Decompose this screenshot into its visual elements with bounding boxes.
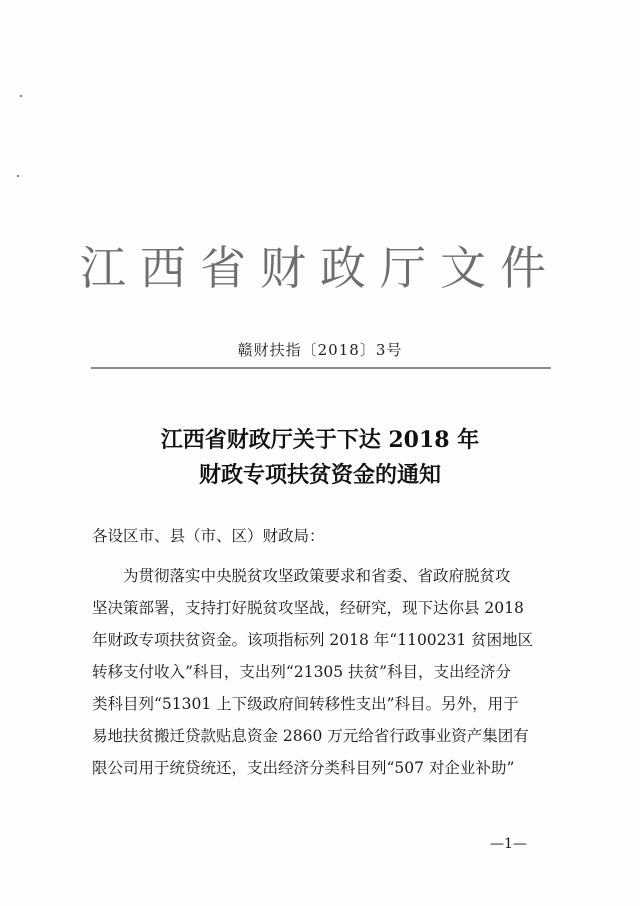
scan-speck (17, 175, 19, 177)
body-line: 类科目列“51301 上下级政府间转移性支出”科目。另外，用于 (92, 695, 519, 713)
scan-speck (20, 95, 22, 97)
body-line: 转移支付收入”科目，支出列“21305 扶贫”科目，支出经济分 (92, 663, 512, 681)
document-number: 赣财扶指〔2018〕3号 (237, 341, 403, 359)
body-line: 限公司用于统贷统还，支出经济分类科目列“507 对企业补助” (92, 759, 515, 777)
body-line: 坚决策部署，支持打好脱贫攻坚战，经研究，现下达你县 2018 (92, 599, 524, 617)
header-divider (91, 367, 551, 369)
notice-title-line-2: 财政专项扶贫资金的通知 (198, 462, 441, 488)
page-number: —1— (490, 836, 527, 852)
salutation: 各设区市、县（市、区）财政局： (92, 527, 325, 545)
notice-title-line-1: 江西省财政厅关于下达 2018 年 (160, 427, 480, 453)
body-line: 易地扶贫搬迁贷款贴息资金 2860 万元给省行政事业资产集团有 (92, 727, 529, 745)
body-line: 年财政专项扶贫资金。该项指标列 2018 年“1100231 贫困地区 (92, 631, 534, 649)
body-paragraph (92, 560, 562, 784)
notice-title (0, 423, 640, 493)
body-line: 为贯彻落实中央脱贫攻坚政策要求和省委、省政府脱贫攻 (123, 567, 511, 585)
issuer-title: 江西省财政厅文件 (80, 241, 560, 295)
